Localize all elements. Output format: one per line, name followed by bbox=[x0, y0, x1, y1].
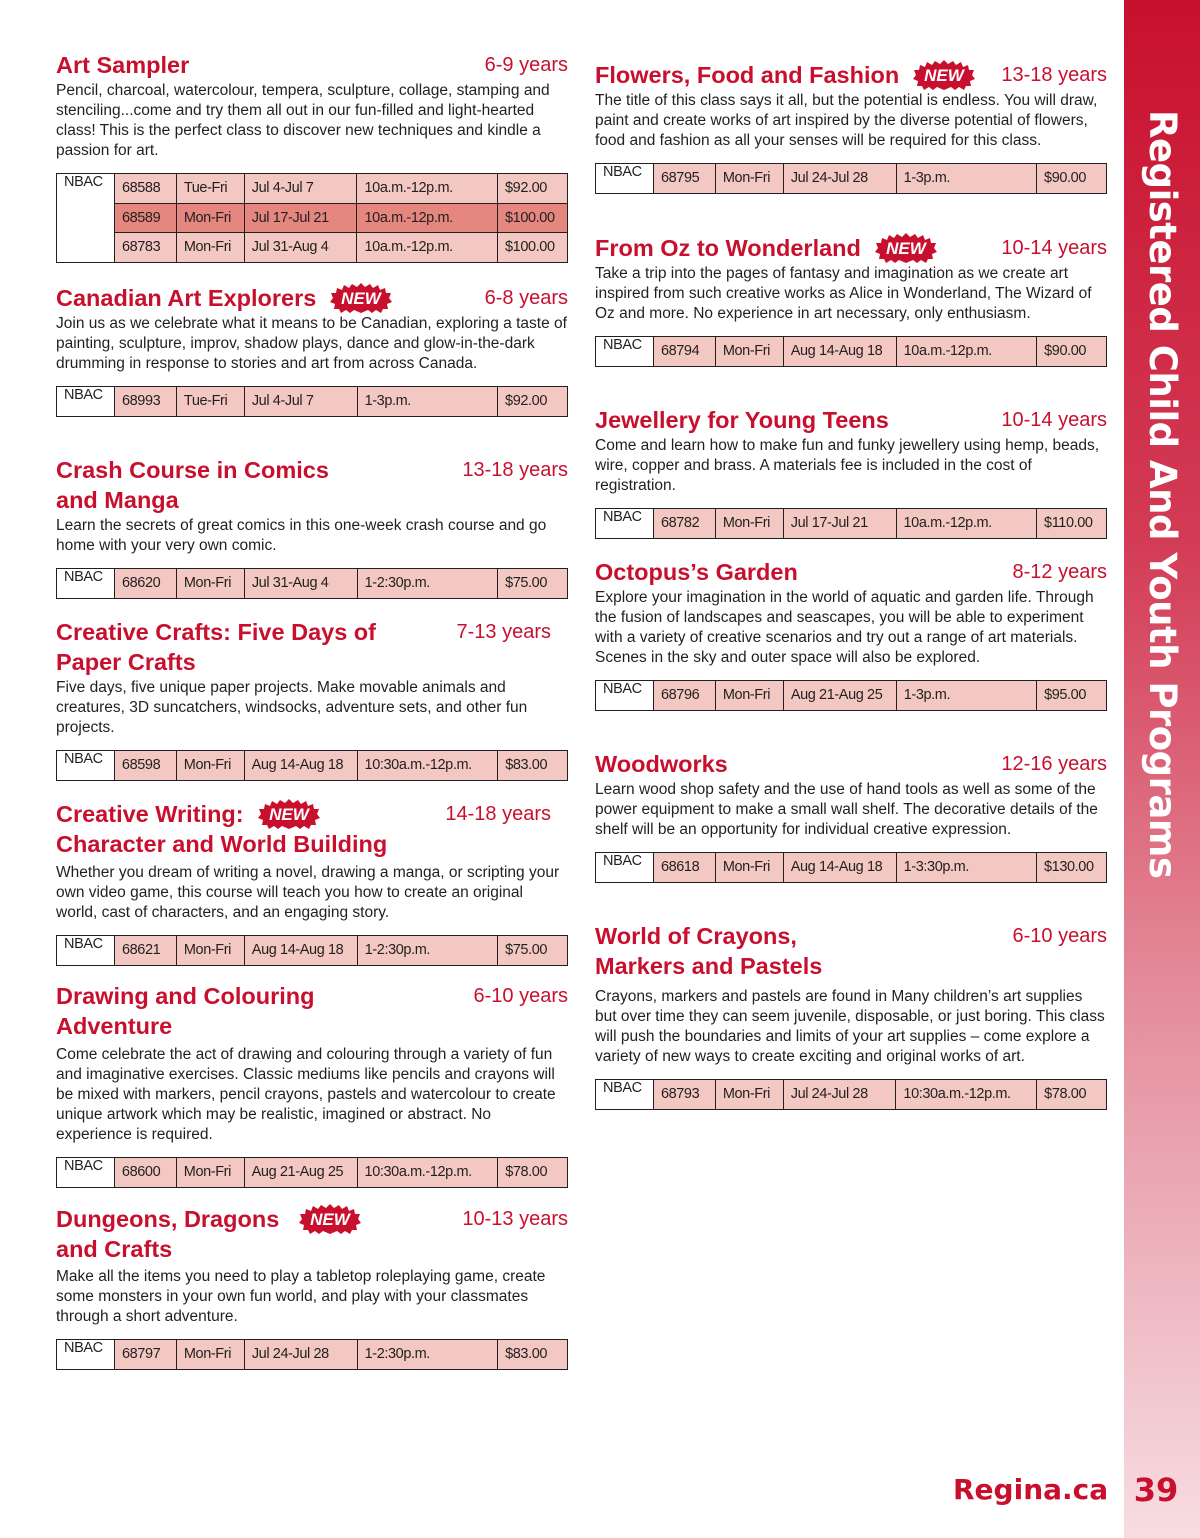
days: Tue-Fri bbox=[176, 174, 244, 204]
course-title-line2: Paper Crafts bbox=[56, 649, 196, 675]
course-woodworks bbox=[595, 749, 1107, 883]
course-title-line2: and Manga bbox=[56, 487, 179, 513]
new-badge-icon bbox=[258, 799, 320, 829]
course-oz-wonderland bbox=[595, 233, 1107, 367]
dates: Aug 14-Aug 18 bbox=[244, 936, 357, 966]
dates: Jul 31-Aug 4 bbox=[244, 233, 357, 263]
course-code: 68783 bbox=[114, 233, 176, 263]
course-title: Art Sampler bbox=[56, 52, 190, 78]
dates: Jul 4-Jul 7 bbox=[244, 174, 357, 204]
days: Mon-Fri bbox=[176, 936, 244, 966]
time: 10:30a.m.-12p.m. bbox=[357, 1158, 498, 1188]
page-number: 39 bbox=[1133, 1471, 1179, 1509]
dates: Jul 24-Jul 28 bbox=[783, 1080, 896, 1110]
schedule-table bbox=[595, 163, 1107, 194]
course-code: 68589 bbox=[114, 203, 176, 233]
new-badge-icon bbox=[299, 1204, 361, 1234]
course-title: Woodworks bbox=[595, 751, 728, 777]
time: 10:30a.m.-12p.m. bbox=[357, 751, 498, 781]
course-description: Learn wood shop safety and the use of hand tools as well as some of the power equipment to make a small wall shelf. The decorative details of the shelf will be an opportunity for individual creative expression. bbox=[595, 781, 1098, 838]
course-description: Explore your imagination in the world of aquatic and garden life. Through the fusion of landscapes and seascapes, you will be able to experiment with a variety of creative scenarios and try out a range of art materials. Scenes in the sky and outer space will also be explored. bbox=[595, 589, 1094, 666]
time: 10a.m.-12p.m. bbox=[357, 233, 498, 263]
location: NBAC bbox=[596, 164, 654, 194]
fee: $100.00 bbox=[498, 203, 568, 233]
schedule-table bbox=[56, 173, 568, 263]
course-code: 68618 bbox=[653, 853, 715, 883]
fee: $75.00 bbox=[498, 936, 568, 966]
location: NBAC bbox=[596, 681, 654, 711]
course-description: Come and learn how to make fun and funky jewellery using hemp, beads, wire, copper and brass. A materials fee is included in the cost of registration. bbox=[595, 437, 1100, 494]
location: NBAC bbox=[596, 509, 654, 539]
location: NBAC bbox=[57, 1340, 115, 1370]
course-description: Learn the secrets of great comics in this one-week crash course and go home with your very own comic. bbox=[56, 517, 547, 554]
schedule-table bbox=[56, 935, 568, 966]
course-dungeons-dragons bbox=[56, 1204, 568, 1370]
days: Tue-Fri bbox=[176, 387, 244, 417]
age-range: 12-16 years bbox=[1001, 753, 1107, 775]
course-description: Whether you dream of writing a novel, drawing a manga, or scripting your own video game, this course will teach you how to create an original world, cast of characters, and an engaging story. bbox=[56, 864, 560, 921]
time: 10a.m.-12p.m. bbox=[357, 203, 498, 233]
time: 1-3p.m. bbox=[896, 164, 1036, 194]
days: Mon-Fri bbox=[176, 1158, 244, 1188]
course-flowers-food-fashion bbox=[595, 60, 1107, 194]
course-title: Dungeons, Dragons bbox=[56, 1206, 280, 1232]
schedule-table bbox=[595, 336, 1107, 367]
course-description: Take a trip into the pages of fantasy and imagination as we create art inspired from such creative works as Alice in Wonderland, The Wizard of Oz and more. No experience in art necessary, only enthusiasm. bbox=[595, 265, 1092, 322]
course-code: 68797 bbox=[114, 1340, 176, 1370]
fee: $83.00 bbox=[498, 751, 568, 781]
new-badge-icon bbox=[913, 60, 975, 90]
course-code: 68621 bbox=[114, 936, 176, 966]
course-description: Crayons, markers and pastels are found in Many children’s art supplies but over time they can seem juvenile, disposable, or just boring. This class will push the boundaries and limits of your art supplies – come explore a variety of new ways to create exciting and original works of art. bbox=[595, 988, 1105, 1065]
course-world-of-crayons bbox=[595, 921, 1107, 1110]
age-range: 6-10 years bbox=[473, 985, 568, 1007]
time: 1-2:30p.m. bbox=[357, 569, 497, 599]
course-description: Five days, five unique paper projects. Make movable animals and creatures, 3D suncatchers, windsocks, adventure sets, and other fun projects. bbox=[56, 679, 528, 736]
course-description: Pencil, charcoal, watercolour, tempera, sculpture, collage, stamping and stenciling...come and try them all out in our fun-filled and light-hearted class! This is the perfect class to discover new techniques and kindle a passion for art. bbox=[56, 82, 550, 159]
course-code: 68620 bbox=[114, 569, 176, 599]
days: Mon-Fri bbox=[715, 337, 783, 367]
course-title: Creative Writing: bbox=[56, 801, 244, 827]
dates: Jul 17-Jul 21 bbox=[783, 509, 896, 539]
age-range: 8-12 years bbox=[1012, 561, 1107, 583]
age-range: 6-8 years bbox=[484, 287, 568, 309]
site-link[interactable]: Regina.ca bbox=[953, 1473, 1109, 1506]
time: 10a.m.-12p.m. bbox=[357, 174, 498, 204]
course-title: Flowers, Food and Fashion bbox=[595, 62, 900, 88]
age-range: 14-18 years bbox=[445, 803, 551, 825]
location: NBAC bbox=[57, 387, 115, 417]
days: Mon-Fri bbox=[715, 681, 783, 711]
days: Mon-Fri bbox=[176, 233, 244, 263]
course-description: Come celebrate the act of drawing and colouring through a variety of fun and imaginative exercises. Classic mediums like pencils and crayons will be mixed with markers, pencil crayons, pastels and watercolour to create unique artwork which may be realistic, imagined or abstract. No experience is required. bbox=[56, 1046, 556, 1143]
fee: $92.00 bbox=[498, 387, 568, 417]
course-canadian-art-explorers bbox=[56, 283, 568, 417]
course-art-sampler bbox=[56, 50, 568, 263]
time: 1-2:30p.m. bbox=[357, 1340, 497, 1370]
schedule-table bbox=[56, 568, 568, 599]
fee: $83.00 bbox=[498, 1340, 568, 1370]
fee: $90.00 bbox=[1037, 337, 1107, 367]
time: 10:30a.m.-12p.m. bbox=[896, 1080, 1037, 1110]
course-title: From Oz to Wonderland bbox=[595, 235, 861, 261]
course-title-line2: Markers and Pastels bbox=[595, 953, 823, 979]
fee: $75.00 bbox=[498, 569, 568, 599]
days: Mon-Fri bbox=[715, 164, 783, 194]
age-range: 10-14 years bbox=[1001, 237, 1107, 259]
fee: $90.00 bbox=[1037, 164, 1107, 194]
fee: $92.00 bbox=[498, 174, 568, 204]
days: Mon-Fri bbox=[176, 203, 244, 233]
course-code: 68794 bbox=[653, 337, 715, 367]
time: 1-2:30p.m. bbox=[357, 936, 497, 966]
location: NBAC bbox=[57, 936, 115, 966]
days: Mon-Fri bbox=[715, 1080, 783, 1110]
course-title: Jewellery for Young Teens bbox=[595, 407, 889, 433]
age-range: 13-18 years bbox=[1001, 64, 1107, 86]
dates: Aug 21-Aug 25 bbox=[244, 1158, 357, 1188]
time: 1-3:30p.m. bbox=[896, 853, 1036, 883]
schedule-table bbox=[56, 1157, 568, 1188]
fee: $78.00 bbox=[498, 1158, 568, 1188]
course-description: The title of this class says it all, but the potential is endless. You will draw, paint and create works of art inspired by the diverse potential of flowers, food and fashion as all your senses will be required for this class. bbox=[595, 92, 1098, 149]
course-description: Make all the items you need to play a tabletop roleplaying game, create some monsters in your own fun world, and play with your classmates through a short adventure. bbox=[56, 1268, 546, 1325]
location: NBAC bbox=[57, 1158, 115, 1188]
dates: Jul 17-Jul 21 bbox=[244, 203, 357, 233]
new-badge-icon bbox=[330, 283, 392, 313]
location: NBAC bbox=[57, 174, 115, 263]
age-range: 10-14 years bbox=[1001, 409, 1107, 431]
course-crash-course-comics bbox=[56, 455, 568, 599]
course-description: Join us as we celebrate what it means to be Canadian, exploring a taste of painting, sculpture, improv, shadow plays, dance and glow-in-the-dark drumming in response to stories and art from across Canada. bbox=[56, 315, 567, 372]
days: Mon-Fri bbox=[715, 853, 783, 883]
schedule-table bbox=[595, 508, 1107, 539]
schedule-table bbox=[56, 1339, 568, 1370]
days: Mon-Fri bbox=[176, 569, 244, 599]
age-range: 6-9 years bbox=[484, 54, 568, 76]
fee: $110.00 bbox=[1037, 509, 1107, 539]
time: 1-3p.m. bbox=[357, 387, 497, 417]
dates: Jul 4-Jul 7 bbox=[244, 387, 357, 417]
schedule-table bbox=[595, 852, 1107, 883]
days: Mon-Fri bbox=[715, 509, 783, 539]
course-code: 68793 bbox=[653, 1080, 715, 1110]
fee: $100.00 bbox=[498, 233, 568, 263]
course-title: Octopus’s Garden bbox=[595, 559, 798, 585]
dates: Jul 24-Jul 28 bbox=[244, 1340, 357, 1370]
course-code: 68993 bbox=[114, 387, 176, 417]
schedule-table bbox=[56, 750, 568, 781]
course-code: 68598 bbox=[114, 751, 176, 781]
fee: $78.00 bbox=[1037, 1080, 1107, 1110]
course-title-line2: Character and World Building bbox=[56, 831, 388, 857]
age-range: 7-13 years bbox=[456, 621, 551, 643]
course-jewellery bbox=[595, 405, 1107, 539]
section-title: Registered Child And Youth Programs bbox=[1141, 110, 1184, 879]
course-code: 68782 bbox=[653, 509, 715, 539]
course-code: 68796 bbox=[653, 681, 715, 711]
dates: Aug 21-Aug 25 bbox=[783, 681, 896, 711]
dates: Aug 14-Aug 18 bbox=[783, 337, 896, 367]
age-range: 13-18 years bbox=[462, 459, 568, 481]
dates: Jul 31-Aug 4 bbox=[244, 569, 357, 599]
fee: $95.00 bbox=[1037, 681, 1107, 711]
course-title: Crash Course in Comics bbox=[56, 457, 329, 483]
age-range: 10-13 years bbox=[462, 1208, 568, 1230]
new-badge-icon bbox=[875, 233, 937, 263]
course-code: 68795 bbox=[653, 164, 715, 194]
dates: Jul 24-Jul 28 bbox=[783, 164, 896, 194]
location: NBAC bbox=[57, 751, 115, 781]
course-code: 68600 bbox=[114, 1158, 176, 1188]
schedule-table bbox=[595, 1079, 1107, 1110]
dates: Aug 14-Aug 18 bbox=[244, 751, 357, 781]
course-title: Canadian Art Explorers bbox=[56, 285, 317, 311]
course-octopus-garden bbox=[595, 557, 1107, 711]
course-code: 68588 bbox=[114, 174, 176, 204]
course-drawing-colouring bbox=[56, 981, 568, 1188]
days: Mon-Fri bbox=[176, 751, 244, 781]
location: NBAC bbox=[596, 1080, 654, 1110]
days: Mon-Fri bbox=[176, 1340, 244, 1370]
course-title: Creative Crafts: Five Days of bbox=[56, 619, 376, 645]
course-title: Drawing and Colouring bbox=[56, 983, 315, 1009]
dates: Aug 14-Aug 18 bbox=[783, 853, 896, 883]
schedule-table bbox=[56, 386, 568, 417]
time: 10a.m.-12p.m. bbox=[896, 509, 1037, 539]
course-title-line2: and Crafts bbox=[56, 1236, 173, 1262]
course-creative-crafts bbox=[56, 617, 568, 781]
location: NBAC bbox=[596, 337, 654, 367]
course-creative-writing bbox=[56, 799, 568, 966]
location: NBAC bbox=[596, 853, 654, 883]
fee: $130.00 bbox=[1037, 853, 1107, 883]
time: 10a.m.-12p.m. bbox=[896, 337, 1037, 367]
age-range: 6-10 years bbox=[1012, 925, 1107, 947]
course-title: World of Crayons, bbox=[595, 923, 797, 949]
time: 1-3p.m. bbox=[896, 681, 1036, 711]
location: NBAC bbox=[57, 569, 115, 599]
course-title-line2: Adventure bbox=[56, 1013, 173, 1039]
schedule-table bbox=[595, 680, 1107, 711]
